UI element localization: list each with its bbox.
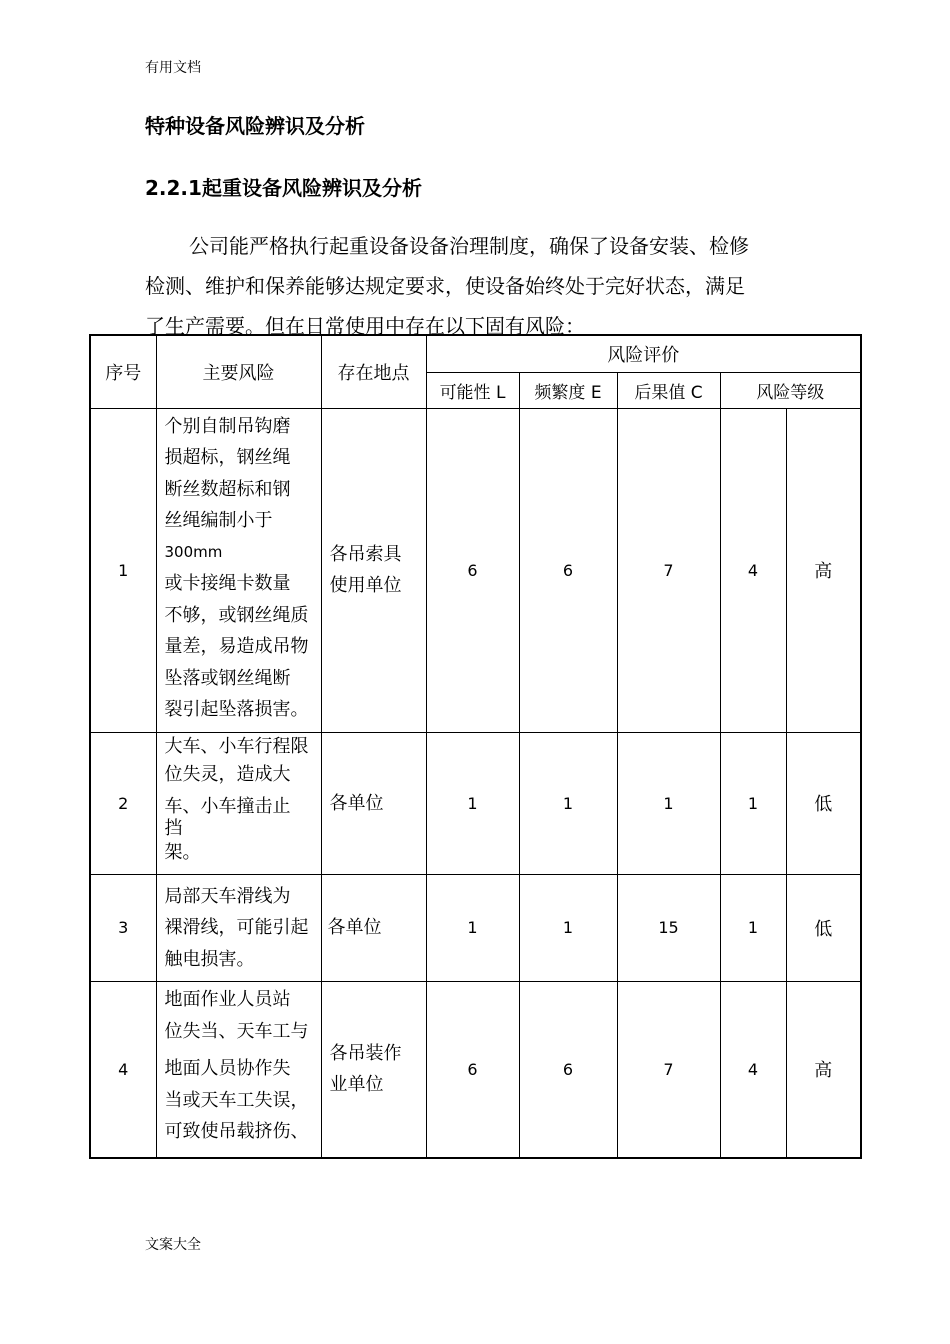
risk-line: 当或天车工失误， bbox=[164, 1089, 309, 1111]
risk-line: 地面作业人员站 bbox=[164, 989, 291, 1010]
cell-e: 6 bbox=[519, 408, 617, 732]
risk-line: 坠落或钢丝绳断 bbox=[164, 667, 291, 689]
page-header: 有用文档 bbox=[145, 60, 201, 76]
risk-line: 架。 bbox=[164, 841, 201, 863]
cell-d: 1 bbox=[720, 732, 786, 874]
risk-line: 车、小车撞击止 bbox=[164, 795, 291, 817]
cell-level: 低 bbox=[786, 874, 861, 982]
cell-seq: 3 bbox=[90, 874, 156, 982]
risk-line: 可致使吊载挤伤、 bbox=[164, 1121, 309, 1142]
cell-level: 高 bbox=[786, 982, 861, 1158]
risk-line: 触电损害。 bbox=[164, 948, 255, 970]
risk-line: 位失当、天车工与 bbox=[164, 1020, 309, 1042]
intro-line: 了生产需要。但在日常使用中存在以下固有风险： bbox=[145, 314, 585, 338]
risk-line: 裸滑线，可能引起 bbox=[164, 917, 309, 938]
intro-line: 检测、维护和保养能够达规定要求，使设备始终处于完好状态，满足 bbox=[145, 274, 745, 298]
cell-e: 6 bbox=[519, 982, 617, 1158]
risk-line: 丝绳编制小于 bbox=[164, 510, 273, 531]
cell-e: 1 bbox=[519, 874, 617, 982]
risk-line: 位失灵，造成大 bbox=[164, 763, 291, 785]
risk-table bbox=[89, 334, 862, 1159]
cell-l: 1 bbox=[426, 874, 519, 982]
cell-risk bbox=[156, 982, 321, 1158]
cell-c: 15 bbox=[617, 874, 720, 982]
cell-location bbox=[321, 874, 426, 982]
header-l: 可能性 L bbox=[426, 372, 519, 408]
location-line: 使用单位 bbox=[329, 575, 402, 596]
intro-line: 公司能严格执行起重设备设备治理制度，确保了设备安装、检修 bbox=[189, 234, 749, 258]
location-line: 业单位 bbox=[329, 1074, 384, 1096]
cell-l: 6 bbox=[426, 982, 519, 1158]
cell-risk bbox=[156, 732, 321, 874]
page-footer: 文案大全 bbox=[145, 1237, 201, 1253]
risk-line: 挡 bbox=[164, 817, 183, 839]
cell-d: 1 bbox=[720, 874, 786, 982]
cell-l: 6 bbox=[426, 408, 519, 732]
cell-seq: 4 bbox=[90, 982, 156, 1158]
risk-line: 不够，或钢丝绳质 bbox=[164, 604, 309, 626]
cell-level: 高 bbox=[786, 408, 861, 732]
header-e: 频繁度 E bbox=[519, 372, 617, 408]
header-c: 后果值 C bbox=[617, 372, 720, 408]
risk-line: 损超标，钢丝绳 bbox=[164, 447, 291, 468]
risk-line: 300mm bbox=[164, 542, 223, 561]
location-line: 各单位 bbox=[329, 792, 384, 814]
risk-line: 大车、小车行程限 bbox=[164, 735, 309, 757]
header-seq: 序号 bbox=[90, 335, 156, 408]
intro-paragraph bbox=[145, 226, 825, 346]
table-row bbox=[90, 874, 861, 982]
cell-c: 7 bbox=[617, 408, 720, 732]
cell-risk bbox=[156, 874, 321, 982]
cell-c: 7 bbox=[617, 982, 720, 1158]
location-line: 各吊装作 bbox=[329, 1043, 402, 1065]
cell-location bbox=[321, 408, 426, 732]
cell-seq: 1 bbox=[90, 408, 156, 732]
risk-line: 裂引起坠落损害。 bbox=[164, 699, 309, 720]
risk-line: 断丝数超标和钢 bbox=[164, 478, 291, 500]
cell-location bbox=[321, 982, 426, 1158]
risk-line: 或卡接绳卡数量 bbox=[164, 573, 291, 594]
document-title: 特种设备风险辨识及分析 bbox=[145, 114, 365, 138]
cell-location bbox=[321, 732, 426, 874]
location-line: 各吊索具 bbox=[329, 544, 402, 565]
risk-line: 地面人员协作失 bbox=[164, 1058, 291, 1079]
risk-line: 量差，易造成吊物 bbox=[164, 636, 309, 657]
cell-l: 1 bbox=[426, 732, 519, 874]
table-row bbox=[90, 982, 861, 1158]
cell-risk bbox=[156, 408, 321, 732]
cell-c: 1 bbox=[617, 732, 720, 874]
risk-line: 个别自制吊钩磨 bbox=[164, 415, 291, 437]
table-row bbox=[90, 732, 861, 874]
cell-e: 1 bbox=[519, 732, 617, 874]
risk-line: 局部天车滑线为 bbox=[164, 885, 291, 907]
section-title: 2.2.1起重设备风险辨识及分析 bbox=[145, 176, 422, 200]
table-row bbox=[90, 408, 861, 732]
header-risk: 主要风险 bbox=[156, 335, 321, 408]
cell-seq: 2 bbox=[90, 732, 156, 874]
location-line: 各单位 bbox=[327, 917, 382, 939]
header-evaluation: 风险评价 bbox=[426, 335, 861, 372]
header-location: 存在地点 bbox=[321, 335, 426, 408]
header-level: 风险等级 bbox=[720, 372, 861, 408]
cell-d: 4 bbox=[720, 982, 786, 1158]
cell-level: 低 bbox=[786, 732, 861, 874]
cell-d: 4 bbox=[720, 408, 786, 732]
